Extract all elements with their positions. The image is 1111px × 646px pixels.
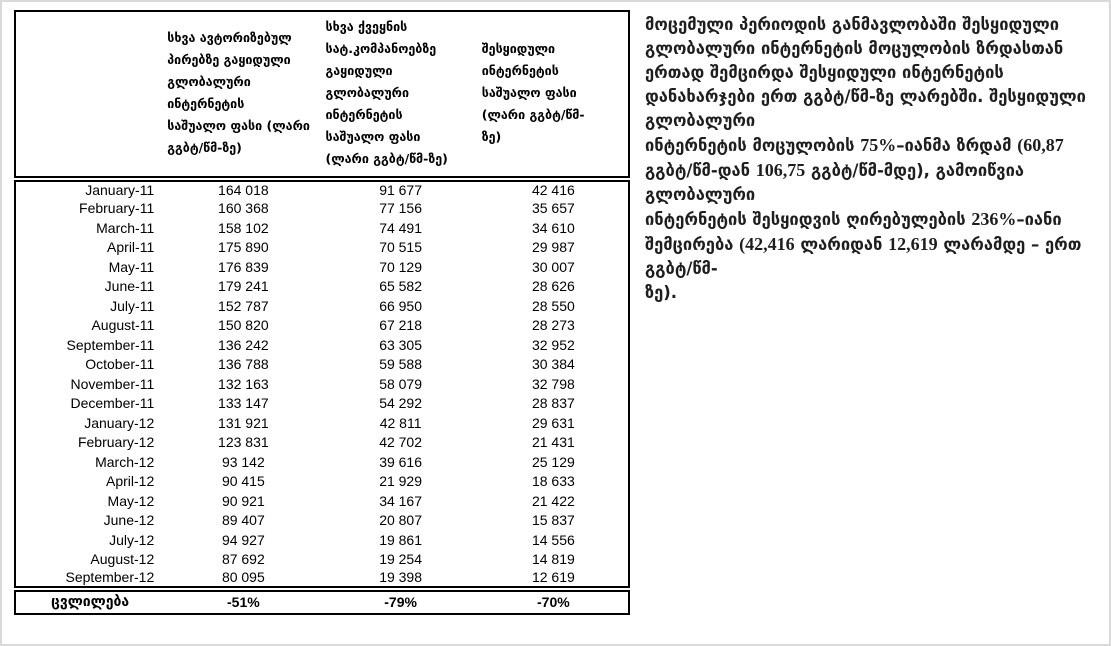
value-cell: 42 811 bbox=[379, 414, 422, 431]
month-cell: April-12 bbox=[105, 473, 155, 490]
month-cell: October-11 bbox=[85, 356, 155, 373]
value-cell: 158 102 bbox=[218, 219, 269, 236]
note-text: გგბტ/წმ-მდე), გამოიწვია bbox=[805, 161, 1025, 180]
month-cell: August-11 bbox=[91, 317, 155, 334]
note-text: გგბტ/წმ-დან bbox=[645, 161, 756, 180]
note-text: გლობალური ინტერნეტის მოცულობის ზრდასთან bbox=[645, 39, 1064, 58]
change-value: -51% bbox=[164, 589, 322, 614]
table-row bbox=[15, 472, 629, 492]
header-line: სხვა ქვეყნის bbox=[325, 19, 408, 34]
note-line bbox=[645, 109, 1111, 133]
note-text: გლობალური bbox=[645, 185, 756, 204]
note-line bbox=[645, 37, 1111, 61]
note-line bbox=[645, 232, 1111, 257]
value-cell: 32 798 bbox=[531, 375, 575, 392]
note-line bbox=[645, 133, 1111, 158]
table-row bbox=[15, 316, 629, 336]
note-text: ლარიდან bbox=[794, 235, 889, 254]
month-cell: June-12 bbox=[103, 512, 155, 529]
note-text: შემცირება bbox=[645, 235, 740, 254]
table-footer bbox=[15, 589, 629, 614]
value-cell: 91 677 bbox=[379, 182, 423, 199]
table-row bbox=[15, 335, 629, 355]
value-cell: 93 142 bbox=[221, 453, 265, 470]
value-cell: 32 952 bbox=[531, 336, 575, 353]
note-text: ზე). bbox=[645, 283, 678, 302]
table-row bbox=[15, 550, 629, 570]
value-cell: 18 633 bbox=[531, 473, 575, 490]
month-cell: September-12 bbox=[65, 569, 155, 586]
header-line: ინტერნეტის bbox=[325, 107, 403, 122]
value-cell: 90 921 bbox=[221, 492, 265, 509]
value-cell: 30 007 bbox=[531, 258, 575, 275]
note-number: 106,75 bbox=[755, 160, 806, 180]
note-number: 236% bbox=[971, 209, 1017, 229]
table-row bbox=[15, 433, 629, 453]
table-row bbox=[15, 238, 629, 258]
table-row bbox=[15, 491, 629, 511]
table-row bbox=[15, 355, 629, 375]
value-cell: 94 927 bbox=[221, 531, 265, 548]
header-sold-authorized-persons bbox=[164, 11, 322, 179]
header-line: ინტერნეტის bbox=[167, 96, 245, 111]
table-header bbox=[15, 11, 629, 179]
month-cell: April-11 bbox=[107, 239, 155, 256]
value-cell: 34 167 bbox=[379, 492, 423, 509]
header-line: სხვა ავტორიზებულ bbox=[167, 30, 292, 45]
month-cell: January-11 bbox=[85, 182, 155, 199]
value-cell: 19 254 bbox=[379, 551, 423, 568]
value-cell: 54 292 bbox=[379, 395, 423, 412]
header-line: შესყიდული bbox=[481, 41, 556, 56]
value-cell: 132 163 bbox=[218, 375, 269, 392]
month-cell: August-12 bbox=[90, 551, 155, 568]
note-line bbox=[645, 61, 1111, 85]
header-line: პირებზე გაყიდული bbox=[167, 52, 291, 67]
value-cell: 21 431 bbox=[531, 434, 575, 451]
note-text: ინტერნეტის მოცულობის bbox=[645, 136, 861, 155]
table-row bbox=[15, 296, 629, 316]
header-line: (ლარი გგბტ/წმ-ზე) bbox=[325, 151, 448, 166]
month-cell: September-11 bbox=[66, 336, 155, 353]
value-cell: 59 588 bbox=[379, 356, 423, 373]
value-cell: 28 273 bbox=[531, 317, 575, 334]
note-text: –იანი bbox=[1016, 210, 1062, 229]
internet-price-table bbox=[14, 10, 630, 615]
value-cell: 65 582 bbox=[379, 278, 423, 295]
value-cell: 28 550 bbox=[531, 297, 575, 314]
value-cell: 77 156 bbox=[379, 200, 423, 217]
note-line bbox=[645, 13, 1111, 37]
value-cell: 136 242 bbox=[218, 336, 269, 353]
value-cell: 14 556 bbox=[531, 531, 575, 548]
value-cell: 89 407 bbox=[221, 512, 265, 529]
value-cell: 80 095 bbox=[221, 569, 265, 586]
header-line: საშუალო ფასი bbox=[481, 85, 577, 100]
note-line bbox=[645, 257, 1111, 281]
value-cell: 29 631 bbox=[531, 414, 575, 431]
header-purchased-internet bbox=[479, 11, 629, 179]
note-text: დანახარჯები ერთ გგბტ/წმ-ზე ლარებში. შესყიდული bbox=[645, 87, 1086, 106]
value-cell: 25 129 bbox=[531, 453, 575, 470]
note-text: გლობალური bbox=[645, 111, 756, 130]
note-number: 75% bbox=[860, 135, 897, 155]
month-cell: May-12 bbox=[107, 492, 155, 509]
value-cell: 12 619 bbox=[531, 569, 575, 586]
value-cell: 70 515 bbox=[379, 239, 423, 256]
note-text: ერთად შემცირდა შესყიდული ინტერნეტის bbox=[645, 63, 1004, 82]
value-cell: 66 950 bbox=[379, 297, 423, 314]
table-row bbox=[15, 413, 629, 433]
value-cell: 42 416 bbox=[531, 182, 575, 199]
value-cell: 14 819 bbox=[531, 551, 575, 568]
value-cell: 131 921 bbox=[218, 414, 269, 431]
value-cell: 175 890 bbox=[218, 239, 269, 256]
value-cell: 74 491 bbox=[379, 219, 423, 236]
value-cell: 19 861 bbox=[379, 531, 423, 548]
change-label: ცვლილება bbox=[15, 589, 164, 614]
table-row bbox=[15, 530, 629, 550]
change-row bbox=[15, 589, 629, 614]
value-cell: 133 147 bbox=[218, 395, 269, 412]
table-row bbox=[15, 257, 629, 277]
table-row bbox=[15, 218, 629, 238]
header-line: გლობალური bbox=[167, 74, 251, 89]
table-row bbox=[15, 179, 629, 199]
value-cell: 123 831 bbox=[218, 434, 269, 451]
value-cell: 28 837 bbox=[531, 395, 575, 412]
value-cell: 21 422 bbox=[531, 492, 575, 509]
value-cell: 35 657 bbox=[531, 200, 575, 217]
note-line bbox=[645, 207, 1111, 232]
value-cell: 19 398 bbox=[379, 569, 423, 586]
header-line: ზე) bbox=[481, 129, 502, 144]
note-text: მოცემული პერიოდის განმავლობაში შესყიდული bbox=[645, 15, 1060, 34]
table-row bbox=[15, 374, 629, 394]
change-value: -79% bbox=[322, 589, 478, 614]
value-cell: 150 820 bbox=[218, 317, 269, 334]
header-line: გაყიდული bbox=[325, 63, 393, 78]
month-cell: July-12 bbox=[109, 531, 155, 548]
value-cell: 42 702 bbox=[379, 434, 423, 451]
value-cell: 176 839 bbox=[218, 258, 269, 275]
header-line: ინტერნეტის bbox=[481, 63, 559, 78]
note-line bbox=[645, 158, 1111, 183]
value-cell: 15 837 bbox=[531, 512, 575, 529]
table-row bbox=[15, 277, 629, 297]
note-number: (60,87 bbox=[1017, 135, 1064, 155]
value-cell: 21 929 bbox=[379, 473, 423, 490]
note-line bbox=[645, 85, 1111, 109]
internet-price-table-container bbox=[14, 10, 630, 615]
month-cell: July-11 bbox=[110, 297, 155, 314]
header-line: გლობალური bbox=[325, 85, 409, 100]
header-line: (ლარი გგბტ/წმ- bbox=[481, 107, 585, 122]
value-cell: 160 368 bbox=[218, 200, 269, 217]
change-value: -70% bbox=[479, 589, 629, 614]
value-cell: 90 415 bbox=[221, 473, 265, 490]
value-cell: 67 218 bbox=[379, 317, 423, 334]
value-cell: 87 692 bbox=[221, 551, 265, 568]
month-cell: November-11 bbox=[70, 375, 155, 392]
value-cell: 164 018 bbox=[218, 182, 269, 199]
note-number: 12,619 bbox=[888, 234, 938, 254]
header-line: სატ.კომპანოებზე bbox=[325, 41, 437, 56]
value-cell: 34 610 bbox=[531, 219, 575, 236]
month-cell: February-11 bbox=[79, 200, 155, 217]
value-cell: 152 787 bbox=[218, 297, 269, 314]
table-row bbox=[15, 199, 629, 219]
month-cell: December-11 bbox=[70, 395, 155, 412]
value-cell: 20 807 bbox=[379, 512, 423, 529]
table-row bbox=[15, 394, 629, 414]
value-cell: 28 626 bbox=[531, 278, 575, 295]
analysis-note bbox=[645, 13, 1111, 305]
month-cell: June-11 bbox=[104, 278, 155, 295]
value-cell: 30 384 bbox=[531, 356, 575, 373]
value-cell: 179 241 bbox=[218, 278, 269, 295]
note-text: –იანმა ზრდამ bbox=[896, 136, 1018, 155]
month-cell: February-12 bbox=[77, 434, 155, 451]
note-line bbox=[645, 183, 1111, 207]
value-cell: 63 305 bbox=[379, 336, 423, 353]
table-row bbox=[15, 569, 629, 589]
month-cell: January-12 bbox=[84, 414, 155, 431]
note-text: ინტერნეტის შესყიდვის ღირებულების bbox=[645, 210, 972, 229]
header-sold-foreign-companies bbox=[322, 11, 478, 179]
value-cell: 58 079 bbox=[379, 375, 423, 392]
value-cell: 136 788 bbox=[218, 356, 269, 373]
value-cell: 29 987 bbox=[531, 239, 575, 256]
header-line: გგბტ/წმ-ზე) bbox=[167, 140, 242, 155]
header-line: საშუალო ფასი bbox=[325, 129, 421, 144]
month-cell: March-12 bbox=[95, 453, 155, 470]
note-text: ლარამდე – ერთ bbox=[937, 235, 1082, 254]
header-line: საშუალო ფასი (ლარი bbox=[167, 118, 310, 133]
table-row bbox=[15, 452, 629, 472]
month-cell: March-11 bbox=[96, 219, 155, 236]
value-cell: 39 616 bbox=[379, 453, 423, 470]
month-cell: May-11 bbox=[108, 258, 155, 275]
table-row bbox=[15, 511, 629, 531]
table-body bbox=[15, 179, 629, 589]
note-text: გგბტ/წმ- bbox=[645, 259, 718, 278]
note-number: (42,416 bbox=[739, 234, 795, 254]
header-months bbox=[15, 11, 164, 179]
value-cell: 70 129 bbox=[379, 258, 423, 275]
note-line bbox=[645, 281, 1111, 305]
